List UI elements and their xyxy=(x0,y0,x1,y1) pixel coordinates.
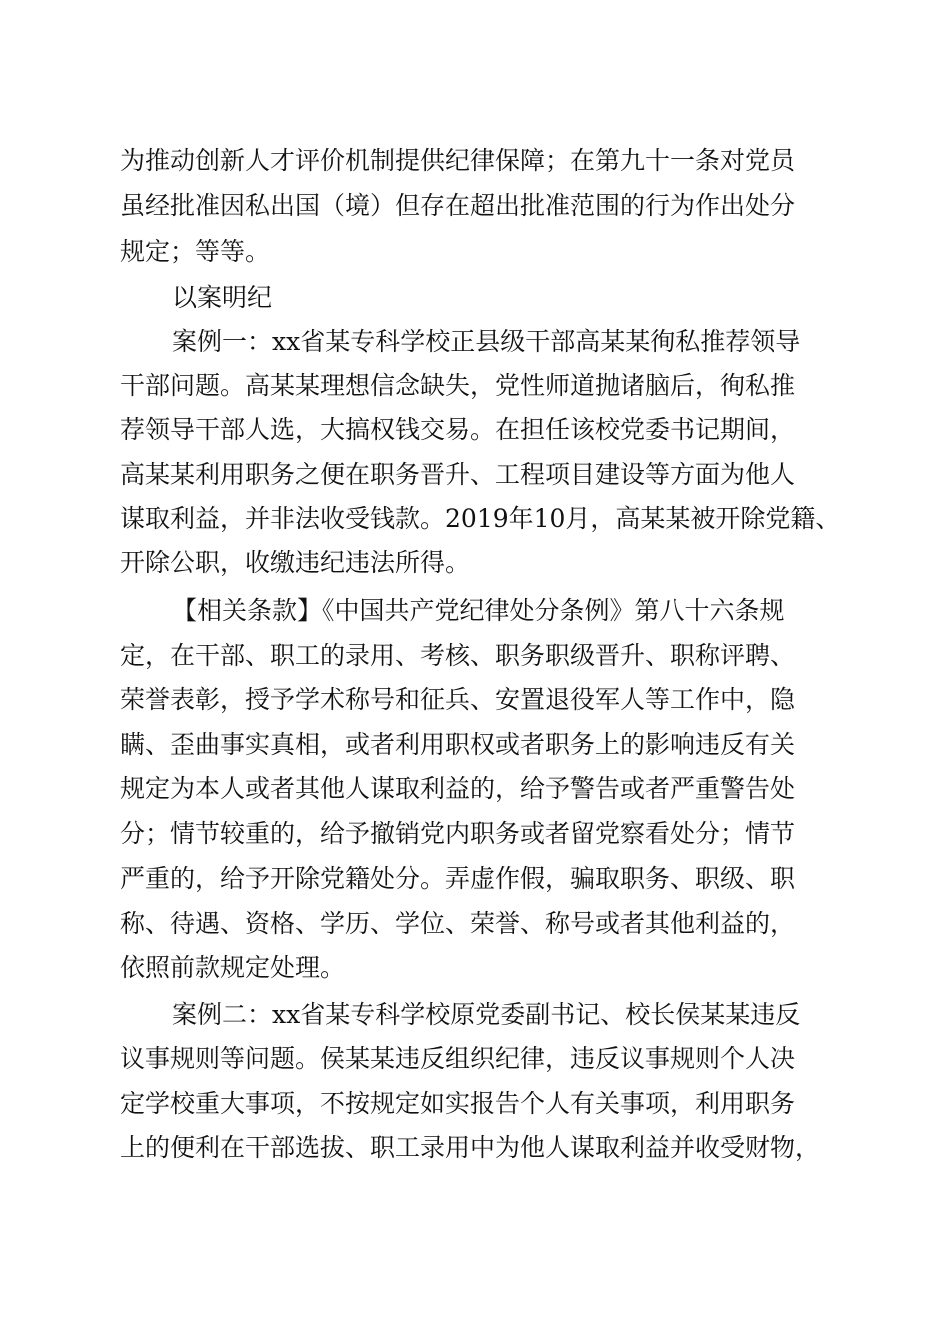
text-line: 规定；等等。 xyxy=(120,237,271,266)
text-line: 定，在干部、职工的录用、考核、职务职级晋升、职称评聘、 xyxy=(120,641,796,670)
text-line: 荐领导干部人选，大搞权钱交易。在担任该校党委书记期间， xyxy=(120,415,796,444)
text-line: 上的便利在干部选拔、职工录用中为他人谋取利益并收受财物， xyxy=(120,1133,821,1162)
text-line: 案例二：xx省某专科学校原党委副书记、校长侯某某违反 xyxy=(172,1000,801,1029)
text-line: 议事规则等问题。侯某某违反组织纪律，违反议事规则个人决 xyxy=(120,1044,796,1073)
text-line: 为推动创新人才评价机制提供纪律保障；在第九十一条对党员 xyxy=(120,146,796,175)
text-line: 分；情节较重的，给予撤销党内职务或者留党察看处分；情节 xyxy=(120,819,796,848)
text-line: 定学校重大事项，不按规定如实报告个人有关事项，利用职务 xyxy=(120,1089,796,1118)
text-line: 规定为本人或者其他人谋取利益的，给予警告或者严重警告处 xyxy=(120,774,796,803)
text-line: 严重的，给予开除党籍处分。弄虚作假，骗取职务、职级、职 xyxy=(120,864,796,893)
text-line: 依照前款规定处理。 xyxy=(120,953,346,982)
text-line: 干部问题。高某某理想信念缺失，党性师道抛诸脑后，徇私推 xyxy=(120,371,796,400)
text-line: 【相关条款】《中国共产党纪律处分条例》第八十六条规 xyxy=(172,596,785,625)
text-line: 瞒、歪曲事实真相，或者利用职权或者职务上的影响违反有关 xyxy=(120,730,796,759)
text-line: 荣誉表彰，授予学术称号和征兵、安置退役军人等工作中，隐 xyxy=(120,685,796,714)
text-line: 谋取利益，并非法收受钱款。2019年10月，高某某被开除党籍、 xyxy=(120,504,840,533)
text-line: 开除公职，收缴违纪违法所得。 xyxy=(120,548,471,577)
section-heading: 以案明纪 xyxy=(172,283,273,312)
text-line: 案例一：xx省某专科学校正县级干部高某某徇私推荐领导 xyxy=(172,327,801,356)
text-line: 称、待遇、资格、学历、学位、荣誉、称号或者其他利益的， xyxy=(120,909,796,938)
text-line: 高某某利用职务之便在职务晋升、工程项目建设等方面为他人 xyxy=(120,460,796,489)
text-line: 虽经批准因私出国（境）但存在超出批准范围的行为作出处分 xyxy=(120,191,796,220)
